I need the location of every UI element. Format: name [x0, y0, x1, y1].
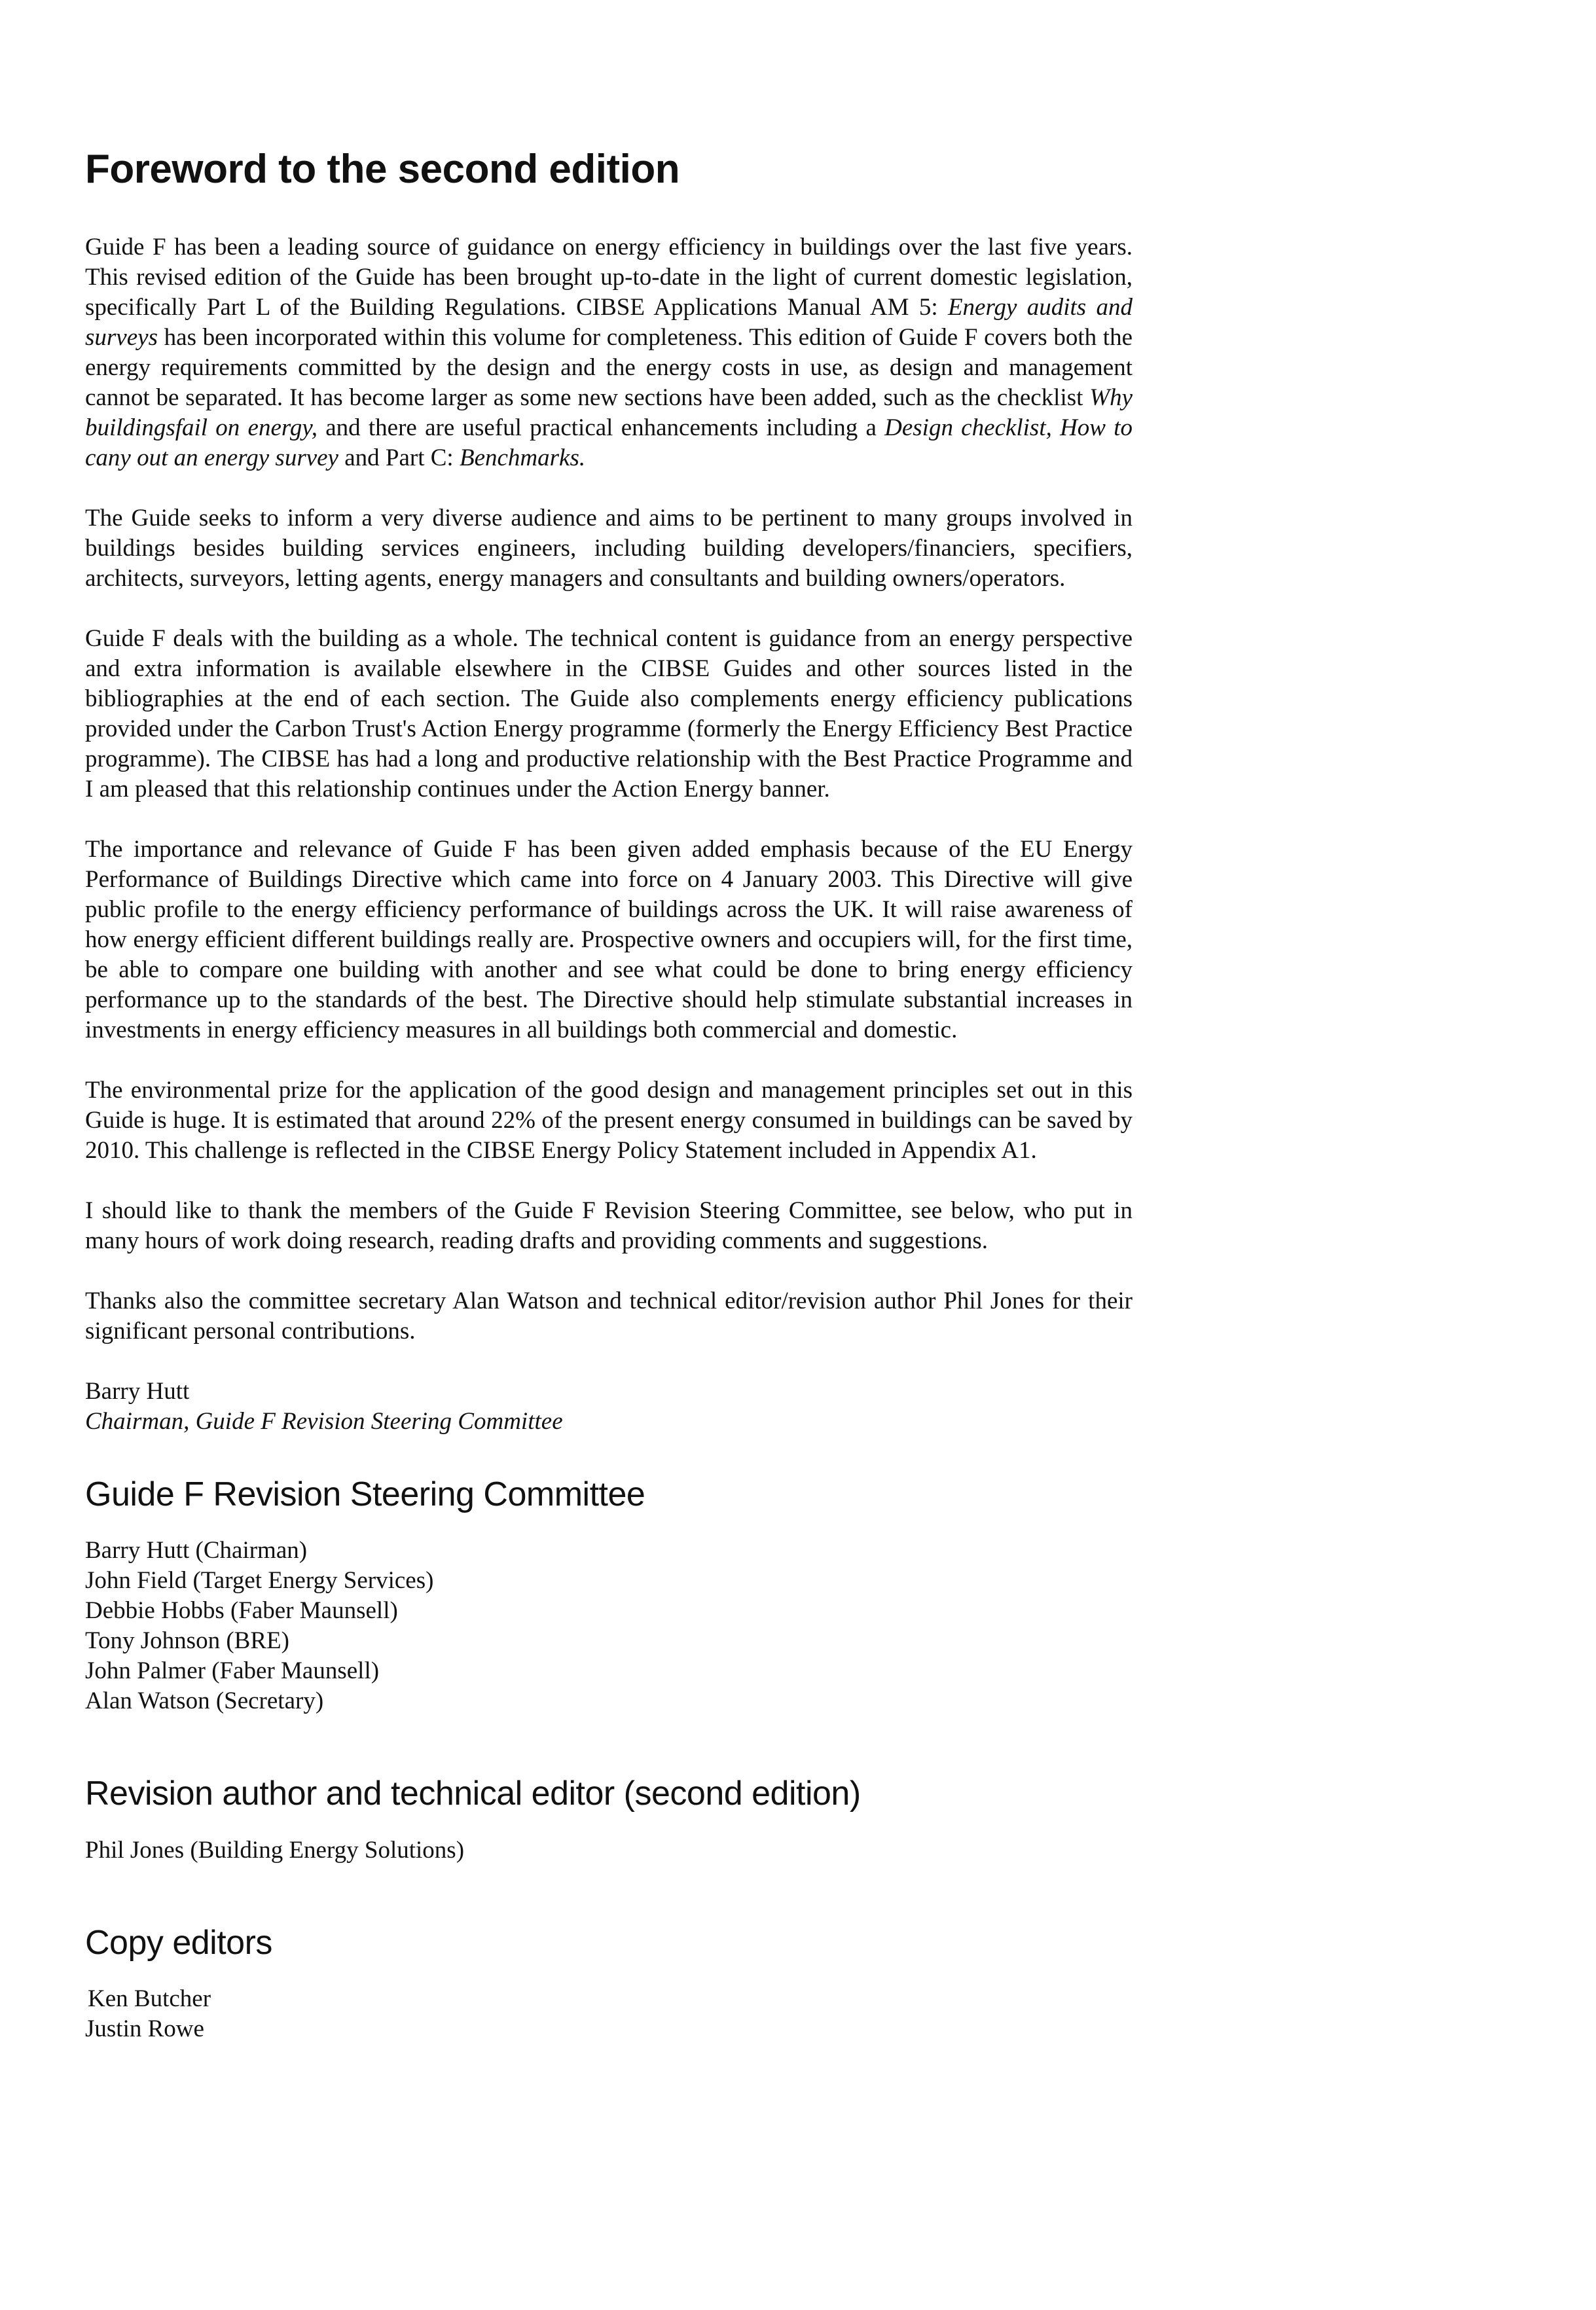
signature-role: Chairman, Guide F Revision Steering Committee [85, 1408, 563, 1435]
revision-author-name: Phil Jones (Building Energy Solutions) [85, 1836, 465, 1864]
committee-member: Debbie Hobbs (Faber Maunsell) [85, 1597, 398, 1625]
italic-title: Why buildingsfail on energy, [85, 384, 1133, 442]
copy-editors-title: Copy editors [85, 1923, 272, 1962]
foreword-paragraph-3: Guide F deals with the building as a whole. The technical content is guidance from an energy perspective and extra information is available elsewhere in the CIBSE Guides and other sources listed in the bibliographies at the end of each section. The Guide also complements energy efficiency publications provided under the Carbon Trust's Action Energy programme (formerly the Energy Efficiency Best Practice programme). The CIBSE has had a long and productive relationship with the Best Practice Programme and I am pleased that this relationship continues under the Action Energy banner. [85, 625, 1133, 803]
foreword-paragraph-4: The importance and relevance of Guide F has been given added emphasis because of the EU Energy Performance of Buildings Directive which came into force on 4 January 2003. This Directive will give public profile to the energy efficiency performance of buildings across the UK. It will raise awareness of how energy efficient different buildings really are. Prospective owners and occupiers will, for the first time, be able to compare one building with another and see what could be done to bring energy efficiency performance up to the standards of the best. The Directive should help stimulate substantial increases in investments in energy efficiency measures in all buildings both commercial and domestic. [85, 836, 1133, 1044]
revision-author-list [85, 1835, 1133, 1866]
copy-editor-name: Ken Butcher [88, 1985, 211, 2012]
foreword-paragraph-1 [85, 232, 1133, 473]
paragraph-text: has been incorporated within this volume for completeness. This edition of Guide F covers both the energy requirements committed by the design and the energy costs in use, as design and management cannot be separated. It has become larger as some new sections have been added, such as the checklist [85, 324, 1133, 412]
committee-member: Barry Hutt (Chairman) [85, 1537, 308, 1564]
foreword-paragraph-5: The environmental prize for the application of the good design and management principles set out in this Guide is huge. It is estimated that around 22% of the present energy consumed in buildings can be saved by 2010. This challenge is reflected in the CIBSE Energy Policy Statement included in Appendix A1. [85, 1077, 1133, 1164]
committee-member: John Palmer (Faber Maunsell) [85, 1657, 380, 1685]
revision-author-section [85, 1775, 1133, 1865]
signature-block [85, 1377, 1133, 1437]
foreword-paragraph-7: Thanks also the committee secretary Alan Watson and technical editor/revision author Phil Jones for their significant personal contributions. [85, 1288, 1133, 1345]
foreword-title: Foreword to the second edition [85, 147, 680, 192]
committee-member: Tony Johnson (BRE) [85, 1627, 289, 1655]
committee-member: John Field (Target Energy Services) [85, 1567, 434, 1595]
copy-editors-list [85, 1984, 1133, 2044]
foreword-paragraph-6: I should like to thank the members of the Guide F Revision Steering Committee, see below, who put in many hours of work doing research, reading drafts and providing comments and suggestions. [85, 1197, 1133, 1255]
revision-author-title: Revision author and technical editor (second edition) [85, 1775, 861, 1813]
italic-title: Benchmarks. [459, 444, 586, 472]
italic-title: Design checklist, How to cany out an energy survey [85, 414, 1133, 472]
italic-title: Energy audits and surveys [85, 294, 1133, 352]
committee-members [85, 1536, 1133, 1716]
copy-editor-name: Justin Rowe [85, 2015, 204, 2042]
signature-name: Barry Hutt [85, 1378, 190, 1405]
committee-section [85, 1476, 1133, 1716]
committee-member: Alan Watson (Secretary) [85, 1687, 324, 1715]
copy-editors-section [85, 1924, 1133, 2044]
committee-title: Guide F Revision Steering Committee [85, 1475, 645, 1514]
page-content [85, 147, 1133, 2044]
foreword-paragraph-2: The Guide seeks to inform a very diverse audience and aims to be pertinent to many groups involved in buildings besides building services engineers, including building developers/financiers, specifiers, architects, surveyors, letting agents, energy managers and consultants and building owners/operators. [85, 505, 1133, 592]
paragraph-text: Guide F has been a leading source of guidance on energy efficiency in buildings over the last five years. This revised edition of the Guide has been brought up-to-date in the light of current domestic legislation, specifically Part L of the Building Regulations. CIBSE Applications Manual AM 5: [85, 234, 1133, 321]
paragraph-text: and Part C: [338, 444, 460, 472]
paragraph-text: and there are useful practical enhancements including a [317, 414, 885, 442]
